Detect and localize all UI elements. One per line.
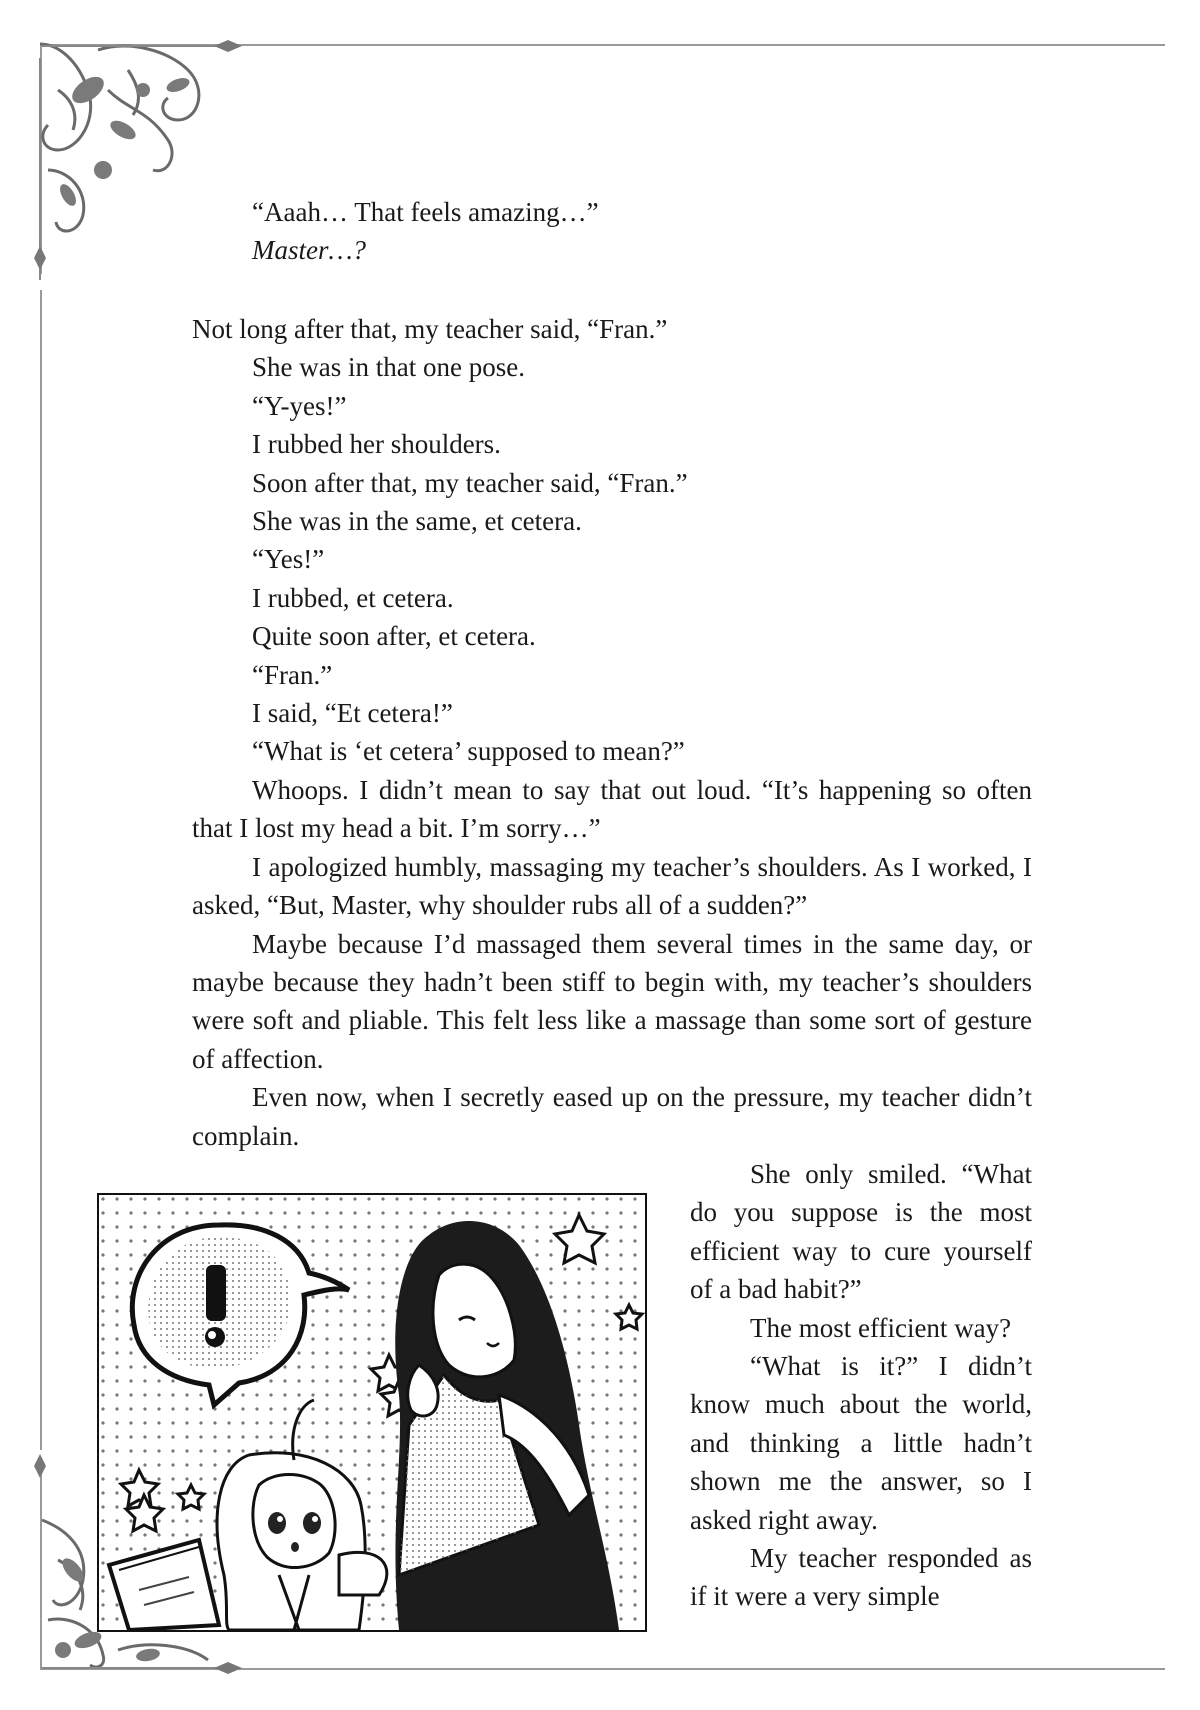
side-column-text bbox=[690, 1155, 1032, 1616]
paragraph: “Yes!” bbox=[252, 544, 325, 575]
paragraph: Quite soon after, et cetera. bbox=[252, 621, 536, 652]
paragraph: I rubbed her shoulders. bbox=[252, 429, 501, 460]
left-border-rule-middle bbox=[40, 290, 42, 1450]
paragraph: Maybe because I’d massaged them several times in the same day, or maybe because they hadn’t been stiff to begin with, my teacher’s shoulders were soft and pliable. This felt less like a massage than some sort of gesture of affection. bbox=[192, 928, 1032, 1074]
paragraph: “Fran.” bbox=[252, 659, 333, 690]
paragraph: Soon after that, my teacher said, “Fran.” bbox=[252, 467, 688, 498]
paragraph: I rubbed, et cetera. bbox=[252, 582, 454, 613]
illustration-drawing bbox=[99, 1195, 645, 1630]
dialogue-line: “Aaah… That feels amazing…” bbox=[252, 197, 599, 227]
paragraph: I apologized humbly, massaging my teacher’s shoulders. As I worked, I asked, “But, Master, why shoulder rubs all of a sudden?” bbox=[192, 851, 1032, 921]
paragraph: The most efficient way? bbox=[750, 1312, 1012, 1343]
paragraph: Whoops. I didn’t mean to say that out loud. “It’s happening so often that I lost my head a bit. I’m sorry…” bbox=[192, 774, 1032, 844]
paragraph: She was in the same, et cetera. bbox=[252, 506, 582, 537]
paragraph: “Y-yes!” bbox=[252, 390, 347, 421]
paragraph: She was in that one pose. bbox=[252, 352, 525, 383]
paragraph: “What is ‘et cetera’ supposed to mean?” bbox=[252, 736, 685, 767]
paragraph: She only smiled. “What do you suppose is the most efficient way to cure yourself of a bad habit?” bbox=[690, 1159, 1032, 1305]
dialogue-line-italic: Master…? bbox=[252, 235, 366, 266]
paragraph: Even now, when I secretly eased up on the pressure, my teacher didn’t complain. bbox=[192, 1082, 1032, 1151]
paragraph: My teacher responded as if it were a very simple bbox=[690, 1543, 1032, 1612]
manga-illustration bbox=[97, 1193, 647, 1632]
opening-dialogue bbox=[192, 193, 1032, 270]
paragraph: Not long after that, my teacher said, “Fran.” bbox=[192, 314, 668, 344]
paragraph: “What is it?” I didn’t know much about the world, and thinking a little hadn’t shown me the answer, so I asked right away. bbox=[690, 1351, 1032, 1535]
paragraph: I said, “Et cetera!” bbox=[252, 698, 453, 729]
main-body-text bbox=[192, 310, 1032, 1155]
